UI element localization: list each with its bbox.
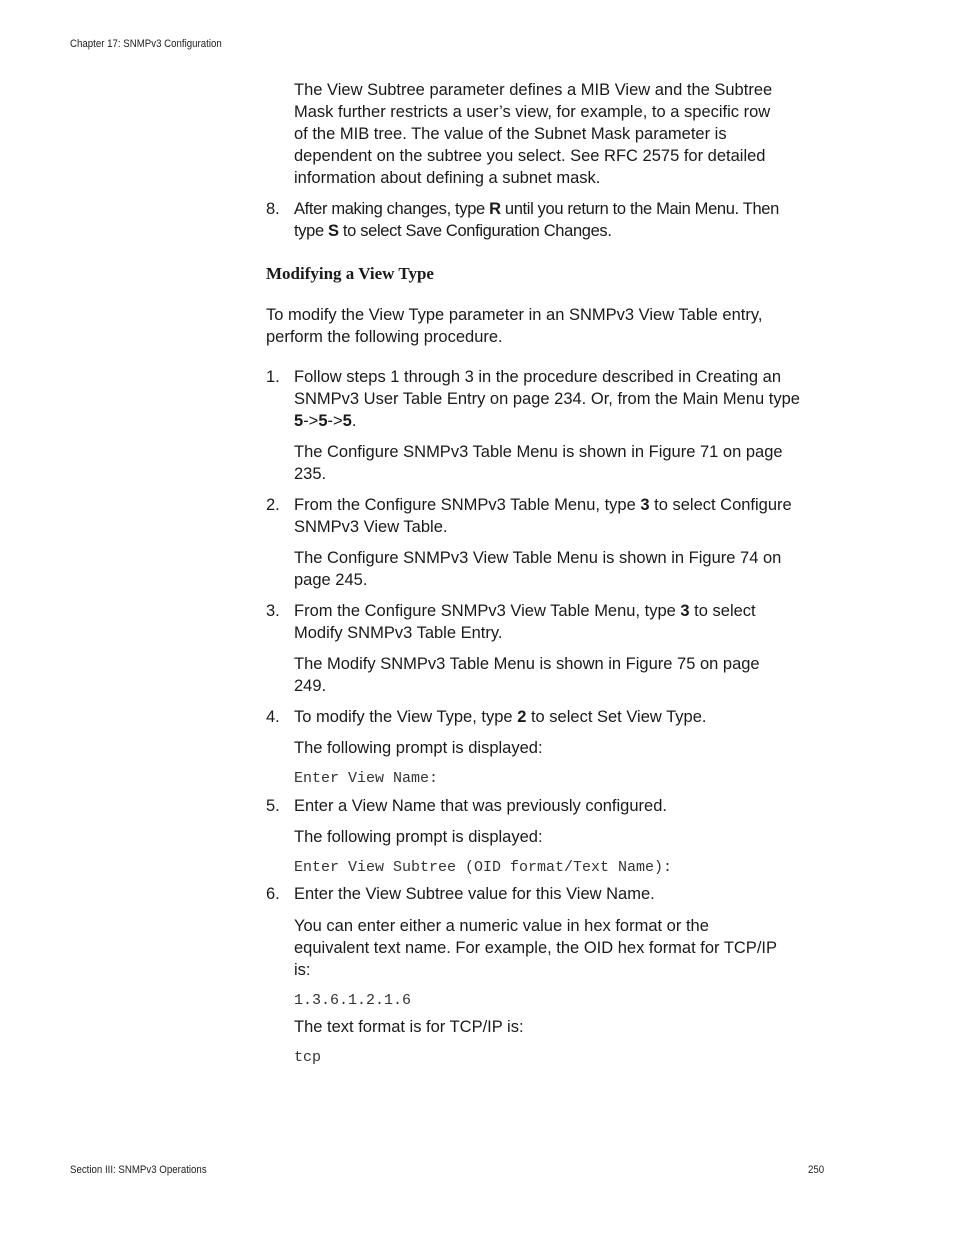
key-label: 5	[294, 412, 304, 430]
step-4-prompt-note: The following prompt is displayed:	[294, 739, 543, 757]
step-text: type	[294, 222, 329, 240]
step-5-prompt-note: The following prompt is displayed:	[294, 828, 543, 846]
code-sample: Enter View Subtree (OID format/Text Name):	[294, 859, 673, 876]
running-header: Chapter 17: SNMPv3 Configuration	[70, 38, 222, 50]
note-line: The Modify SNMPv3 Table Menu is shown in Figure 75 on page	[294, 655, 760, 673]
step-6-text: Enter the View Subtree value for this View Name.	[294, 885, 655, 903]
key-label: 3	[680, 602, 690, 620]
step-number: 1.	[266, 368, 280, 386]
intro-line: Mask further restricts a user’s view, for example, to a specific row	[294, 103, 771, 121]
intro-paragraph	[294, 79, 824, 189]
step-number: 2.	[266, 496, 280, 514]
arrow-text: ->	[303, 412, 319, 430]
intro-line: The View Subtree parameter defines a MIB View and the Subtree	[294, 81, 773, 99]
step-text: until you return to the Main Menu. Then	[500, 200, 779, 218]
step-3-text	[294, 600, 824, 644]
step-1-text	[294, 366, 824, 432]
step-text: Follow steps 1 through 3 in the procedure described in Creating an	[294, 368, 782, 386]
code-sample: tcp	[294, 1049, 322, 1066]
arrow-text: ->	[327, 412, 343, 430]
note-line: 249.	[294, 677, 327, 695]
step-2-note	[294, 547, 824, 591]
key-label: R	[489, 200, 501, 218]
intro-line: dependent on the subtree you select. See RFC 2575 for detailed	[294, 147, 766, 165]
intro-line: information about defining a subnet mask.	[294, 169, 601, 187]
step-text: to select Save Configuration Changes.	[338, 222, 612, 240]
intro-line: of the MIB tree. The value of the Subnet Mask parameter is	[294, 125, 727, 143]
note-line: You can enter either a numeric value in hex format or the	[294, 917, 709, 935]
step-6-text-format: The text format is for TCP/IP is:	[294, 1018, 524, 1036]
step-4-text	[294, 706, 824, 728]
step-number: 8.	[266, 200, 280, 218]
step-text: to select Set View Type.	[526, 708, 707, 726]
step-5-text: Enter a View Name that was previously configured.	[294, 797, 667, 815]
section-intro	[266, 304, 826, 348]
step-number: 5.	[266, 797, 280, 815]
code-sample: Enter View Name:	[294, 770, 439, 787]
step-text: After making changes, type	[294, 200, 490, 218]
step-text: Modify SNMPv3 Table Entry.	[294, 624, 503, 642]
code-sample: 1.3.6.1.2.1.6	[294, 992, 412, 1009]
key-label: 3	[640, 496, 650, 514]
note-line: The Configure SNMPv3 View Table Menu is shown in Figure 74 on	[294, 549, 782, 567]
note-line: is:	[294, 961, 311, 979]
step-text: From the Configure SNMPv3 Table Menu, type	[294, 496, 641, 514]
step-6-note	[294, 915, 824, 981]
key-label: 5	[318, 412, 328, 430]
key-label: 2	[517, 708, 527, 726]
step-text: To modify the View Type, type	[294, 708, 518, 726]
step-2-text	[294, 494, 824, 538]
running-footer-section: Section III: SNMPv3 Operations	[70, 1164, 207, 1176]
key-label: S	[328, 222, 339, 240]
step-1-note	[294, 441, 824, 485]
step-text: to select Configure	[649, 496, 792, 514]
note-line: page 245.	[294, 571, 368, 589]
section-heading: Modifying a View Type	[266, 264, 434, 283]
step-number: 3.	[266, 602, 280, 620]
note-line: 235.	[294, 465, 327, 483]
step-number: 6.	[266, 885, 280, 903]
step-number: 4.	[266, 708, 280, 726]
step-text: SNMPv3 View Table.	[294, 518, 448, 536]
page-number: 250	[808, 1164, 825, 1176]
section-intro-line: To modify the View Type parameter in an SNMPv3 View Table entry,	[266, 306, 763, 324]
step-text: From the Configure SNMPv3 View Table Menu, type	[294, 602, 681, 620]
note-line: The Configure SNMPv3 Table Menu is shown in Figure 71 on page	[294, 443, 783, 461]
key-label: 5	[342, 412, 352, 430]
step-text: SNMPv3 User Table Entry on page 234. Or, from the Main Menu type	[294, 390, 800, 408]
step-3-note	[294, 653, 824, 697]
step-text: to select	[689, 602, 756, 620]
section-intro-line: perform the following procedure.	[266, 328, 503, 346]
step-text: .	[351, 412, 357, 430]
step-8-text	[294, 198, 834, 242]
note-line: equivalent text name. For example, the OID hex format for TCP/IP	[294, 939, 777, 957]
